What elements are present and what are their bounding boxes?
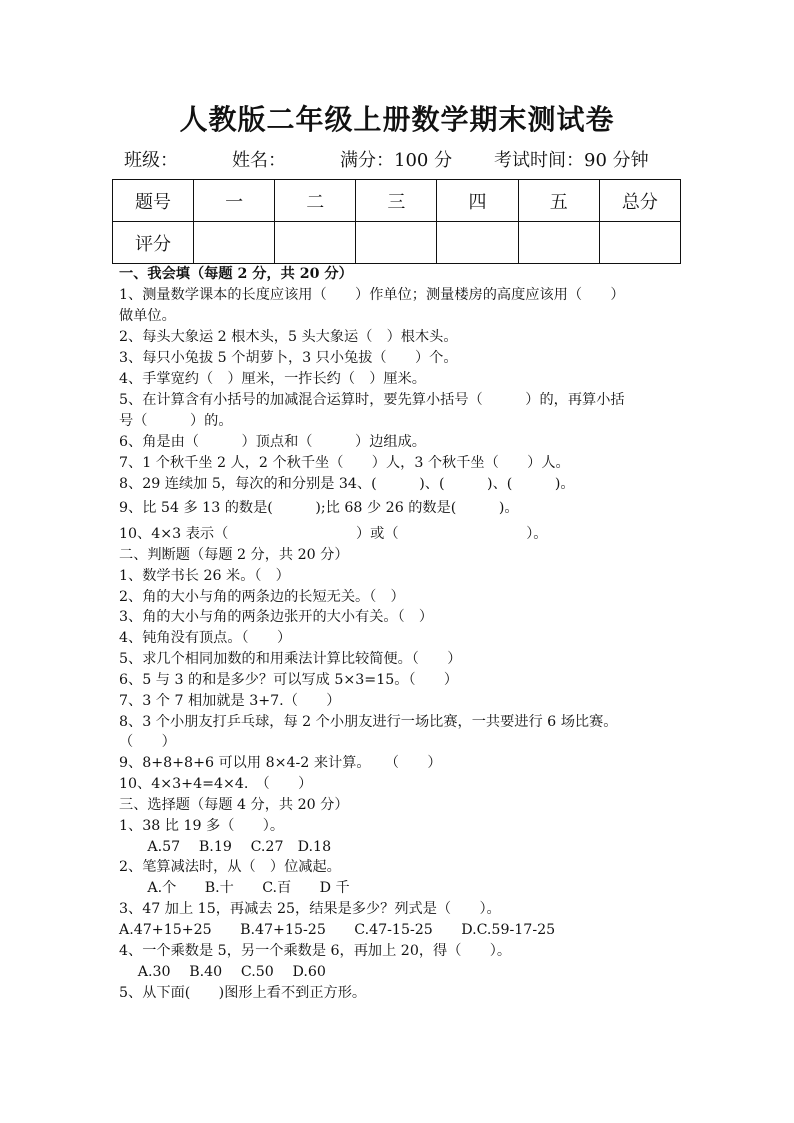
- question-line: 3、角的大小与角的两条边张开的大小有关。（ ）: [119, 609, 434, 625]
- name-label: 姓名：: [232, 150, 286, 171]
- score-cell: [275, 222, 356, 264]
- question-line: A.30 B.40 C.50 D.60: [119, 964, 326, 980]
- class-label: 班级：: [124, 150, 178, 171]
- score-header-cell: 题号: [113, 180, 194, 222]
- question-line: 8、29 连续加 5，每次的和分别是 34、( )、( )、( )。: [119, 476, 575, 492]
- question-line: 4、一个乘数是 5，另一个乘数是 6，再加上 20，得（ ）。: [119, 943, 512, 959]
- page-title: 人教版二年级上册数学期末测试卷: [179, 103, 615, 136]
- score-cell: [518, 222, 599, 264]
- question-line: 1、测量数学课本的长度应该用（ ）作单位；测量楼房的高度应该用（ ）: [119, 287, 625, 303]
- question-line: 号（ ）的。: [119, 413, 233, 429]
- question-line: 6、5 与 3 的和是多少？可以写成 5×3=15。（ ）: [119, 672, 459, 688]
- question-line: A.57 B.19 C.27 D.18: [119, 839, 332, 855]
- question-line: 8、3 个小朋友打乒乓球，每 2 个小朋友进行一场比赛，一共要进行 6 场比赛。: [119, 714, 618, 730]
- score-table-header-row: [113, 180, 681, 222]
- question-line: 三、选择题（每题 4 分，共 20 分）: [119, 797, 349, 813]
- question-line: 4、手掌宽约（ ）厘米，一拃长约（ ）厘米。: [119, 371, 426, 387]
- question-line: 9、比 54 多 13 的数是( );比 68 少 26 的数是( )。: [119, 500, 519, 516]
- question-line: 10、4×3+4=4×4. （ ）: [119, 776, 313, 792]
- question-line: 3、每只小兔拔 5 个胡萝卜，3 只小兔拔（ ）个。: [119, 350, 458, 366]
- question-line: 7、1 个秋千坐 2 人，2 个秋千坐（ ）人，3 个秋千坐（ ）人。: [119, 455, 570, 471]
- question-line: 9、8+8+8+6 可以用 8×4-2 来计算。 （ ）: [119, 755, 442, 771]
- question-line: 5、求几个相同加数的和用乘法计算比较简便。（ ）: [119, 651, 462, 667]
- full-score-label: 满分：100 分: [340, 150, 453, 171]
- question-line: 做单位。: [119, 308, 176, 324]
- score-table-score-row: [113, 222, 681, 264]
- section-heading: 一、我会填（每题 2 分，共 20 分）: [119, 266, 353, 282]
- score-header-cell: 总分: [599, 180, 680, 222]
- question-line: 3、47 加上 15，再减去 25，结果是多少？列式是（ ）。: [119, 901, 501, 917]
- score-cell: [356, 222, 437, 264]
- question-line: 2、笔算减法时，从（ ）位减起。: [119, 859, 341, 875]
- score-cell: [599, 222, 680, 264]
- question-line: 1、数学书长 26 米。（ ）: [119, 568, 290, 584]
- question-line: A.47+15+25 B.47+15-25 C.47-15-25 D.C.59-17-25: [119, 922, 556, 938]
- score-header-cell: 二: [275, 180, 356, 222]
- question-line: 5、从下面( )图形上看不到正方形。: [119, 985, 367, 1001]
- question-line: 7、3 个 7 相加就是 3+7.（ ）: [119, 693, 341, 709]
- exam-time-label: 考试时间：90 分钟: [494, 150, 649, 171]
- score-table: [112, 179, 681, 264]
- question-line: （ ）: [119, 734, 176, 750]
- student-info: [124, 146, 684, 172]
- question-line: 5、在计算含有小括号的加减混合运算时，要先算小括号（ ）的，再算小括: [119, 392, 625, 408]
- score-row-label: 评分: [113, 222, 194, 264]
- question-line: 10、4×3 表示（ ）或（ ）。: [119, 526, 548, 542]
- score-header-cell: 三: [356, 180, 437, 222]
- score-header-cell: 一: [194, 180, 275, 222]
- question-line: A.个 B.十 C.百 D 千: [119, 880, 350, 896]
- score-cell: [194, 222, 275, 264]
- question-line: 二、判断题（每题 2 分，共 20 分）: [119, 547, 349, 563]
- question-line: 1、38 比 19 多（ ）。: [119, 818, 285, 834]
- score-header-cell: 四: [437, 180, 518, 222]
- question-line: 6、角是由（ ）顶点和（ ）边组成。: [119, 434, 426, 450]
- score-header-cell: 五: [518, 180, 599, 222]
- question-line: 2、角的大小与角的两条边的长短无关。（ ）: [119, 589, 405, 605]
- question-line: 4、钝角没有顶点。（ ）: [119, 630, 292, 646]
- question-line: 2、每头大象运 2 根木头，5 头大象运（ ）根木头。: [119, 329, 458, 345]
- score-cell: [437, 222, 518, 264]
